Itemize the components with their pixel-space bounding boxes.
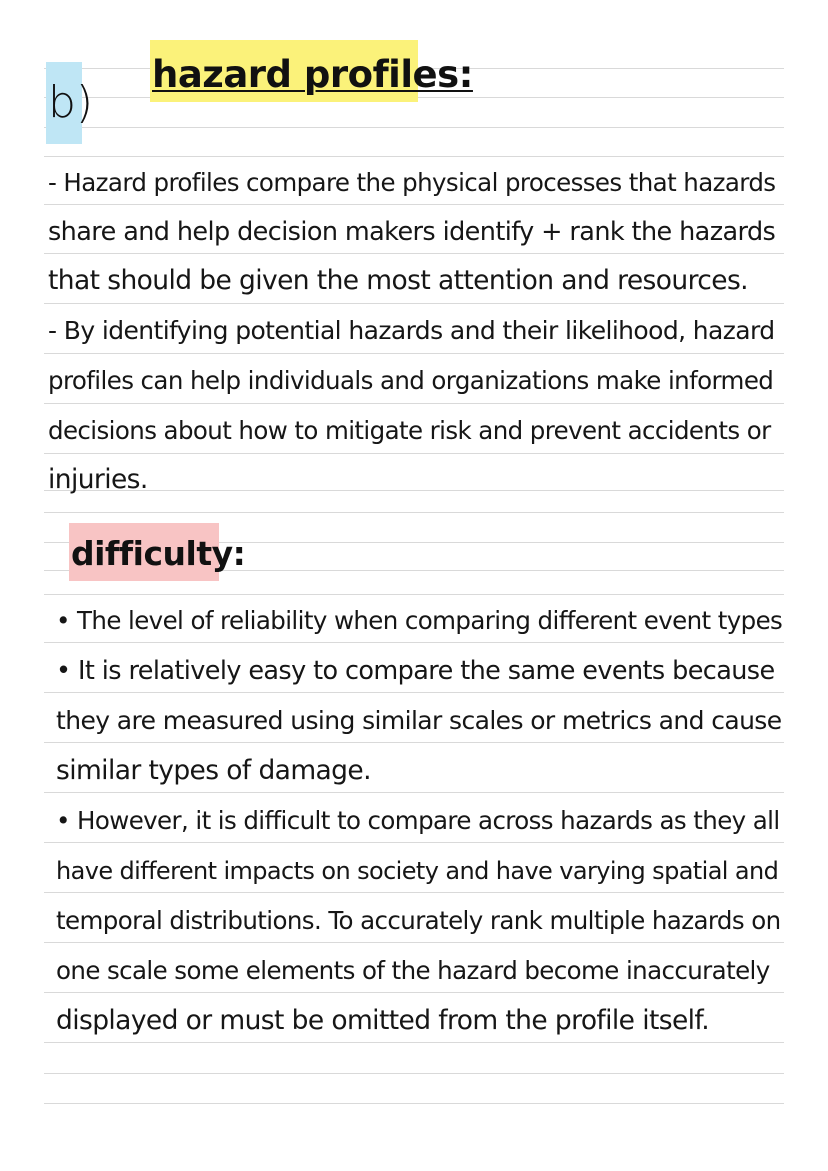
ruled-line: [44, 594, 784, 595]
bullet-line: one scale some elements of the hazard become inaccurately: [56, 956, 770, 985]
ruled-line: [44, 512, 784, 513]
ruled-line: [44, 253, 784, 254]
heading-difficulty-highlight: [69, 523, 246, 581]
ruled-line: [44, 692, 784, 693]
heading-hazard-profiles: hazard profiles:: [152, 53, 473, 96]
ruled-line: [44, 742, 784, 743]
ruled-line: [44, 156, 784, 157]
ruled-line: [44, 303, 784, 304]
bullet-line: similar types of damage.: [56, 755, 371, 786]
bullet-line: temporal distributions. To accurately rank multiple hazards on: [56, 906, 781, 935]
paragraph-line: - Hazard profiles compare the physical processes that hazards: [48, 168, 776, 197]
bullet-line: they are measured using similar scales or metrics and cause: [56, 706, 782, 735]
bullet-line: displayed or must be omitted from the profile itself.: [56, 1005, 710, 1036]
paragraph-line: - By identifying potential hazards and their likelihood, hazard: [48, 316, 775, 345]
section-label-highlight: [46, 62, 94, 144]
ruled-line: [44, 892, 784, 893]
ruled-line: [44, 842, 784, 843]
ruled-line: [44, 992, 784, 993]
ruled-line: [44, 490, 784, 491]
ruled-line: [44, 1042, 784, 1043]
bullet-line: • It is relatively easy to compare the same events because: [56, 656, 775, 686]
ruled-line: [44, 127, 784, 128]
paragraph-line: that should be given the most attention and resources.: [48, 265, 748, 296]
paragraph-line: share and help decision makers identify + rank the hazards: [48, 217, 776, 247]
paragraph-line: injuries.: [48, 464, 148, 495]
bullet-line: • The level of reliability when comparing different event types: [56, 606, 783, 635]
heading-difficulty: difficulty:: [71, 534, 246, 573]
ruled-line: [44, 353, 784, 354]
section-label: b): [48, 77, 94, 128]
ruled-line: [44, 1103, 784, 1104]
paragraph-line: profiles can help individuals and organizations make informed: [48, 366, 774, 395]
ruled-line: [44, 792, 784, 793]
paragraph-line: decisions about how to mitigate risk and prevent accidents or: [48, 416, 771, 445]
ruled-line: [44, 403, 784, 404]
bullet-line: • However, it is difficult to compare across hazards as they all: [56, 806, 780, 835]
bullet-line: have different impacts on society and have varying spatial and: [56, 857, 779, 885]
ruled-line: [44, 642, 784, 643]
ruled-line: [44, 453, 784, 454]
heading-hazard-profiles-highlight: [150, 40, 473, 102]
ruled-line: [44, 204, 784, 205]
ruled-line: [44, 942, 784, 943]
ruled-line: [44, 1073, 784, 1074]
